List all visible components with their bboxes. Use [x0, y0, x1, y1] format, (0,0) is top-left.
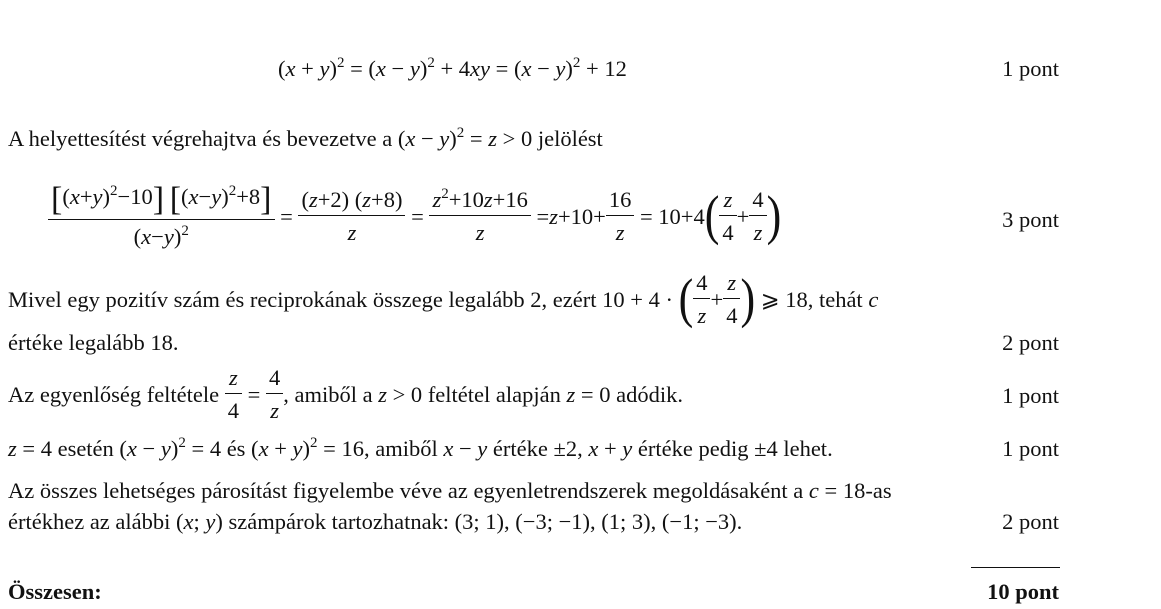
text-row-6-mid: , amiből a — [283, 381, 373, 407]
text-row-8-line-2-after: számpárok tartozhatnak: (3; 1), (−3; −1), (1; 3), (−1; −3). — [228, 509, 743, 534]
equation-1: $(x + y)^2 = (x - y)^2 + 4xy = (x - y)^2 + 12$ — [278, 55, 627, 81]
text-row-2-before: A helyettesítést végrehajtva és bevezetve a — [8, 126, 393, 151]
text-row-6-before: Az egyenlőség feltétele — [8, 381, 220, 407]
text-row-6-after: adódik. — [616, 381, 683, 407]
total-label — [8, 578, 102, 605]
text-row-8-line-2: értékhez az alábbi (x; y) számpárok tartozhatnak: (3; 1), (−3; −1), (1; 3), (−1; −3). — [8, 509, 743, 534]
text-row-5: értéke legalább 18. — [8, 330, 179, 355]
fraction-main: $\frac{[(x+y)^2-10] [(x-y)^2+8]}{(x-y)^2}$ — [48, 183, 275, 250]
text-row-8-line-2-before: értékhez az alábbi — [8, 509, 171, 534]
total-points-text: 10 pont — [987, 579, 1059, 604]
fraction-2: $\frac{(z+2) (z+8)}{z}$ — [298, 186, 405, 246]
points-row-7: 1 pont — [1002, 436, 1059, 461]
points-row-8: 2 pont — [1002, 509, 1059, 534]
total-divider — [971, 567, 1060, 568]
text-row-8-line-1: Az összes lehetséges párosítást figyelembe véve az egyenletrendszerek megoldásaként a c = 18-as — [8, 478, 892, 503]
text-row-2-after: jelölést — [537, 126, 603, 151]
text-row-4-before: Mivel egy pozitív szám és reciprokának összege legalább 2, ezért — [8, 286, 597, 312]
text-row-7: z = 4 esetén $(x - y)^2 = 4$ és $(x + y)^2 = 16$, amiből x − y értéke ±2, x + y értéke pedig ±4 lehet. — [8, 435, 833, 461]
text-row-8-line-1-end: -as — [865, 478, 892, 503]
points-row-6: 1 pont — [1002, 383, 1059, 408]
var-c: c — [868, 286, 879, 312]
fraction-4: $\frac{16}{z}$ — [606, 186, 635, 246]
text-row-6: Az egyenlőség feltétele $\frac{z}{4}$ = $\frac{4}{z}$ , amiből a z > 0 feltétel alapján z = 0 adódik. — [8, 365, 683, 423]
fraction-3: $\frac{z^2+10z+16}{z}$ — [429, 186, 530, 246]
text-row-4: Mivel egy pozitív szám és reciprokának összege legalább 2, ezért 10 + 4 · ( $\frac{4}{z}$ + $\frac{z}{4}$ ) ⩾ 18 , tehát c — [8, 267, 879, 329]
equation-3: $\frac{[(x+y)^2-10] [(x-y)^2+8]}{(x-y)^2}$ = $\frac{(z+2) (z+8)}{z}$ = $\frac{z^2+10z+16}{z}$ = z +10+ $\frac{16}{z}$ = 10+4 ( $\frac{z}{4}$ + $\frac{4}{z}$ ) — [48, 176, 781, 256]
points-row-5: 2 pont — [1002, 330, 1059, 355]
text-row-6-mid2: feltétel alapján — [427, 381, 561, 407]
text-row-2: A helyettesítést végrehajtva és bevezetve a $(x - y)^2 = z > 0$ jelölést — [8, 125, 603, 151]
total-points — [987, 578, 1059, 605]
text-row-8-line-1-main: Az összes lehetséges párosítást figyelembe véve az egyenletrendszerek megoldásaként a — [8, 478, 804, 503]
points-row-1: 1 pont — [1002, 56, 1059, 81]
text-row-4-after: , tehát — [807, 286, 863, 312]
points-row-3: 3 pont — [1002, 207, 1059, 232]
total-label-text: Összesen: — [8, 579, 102, 604]
